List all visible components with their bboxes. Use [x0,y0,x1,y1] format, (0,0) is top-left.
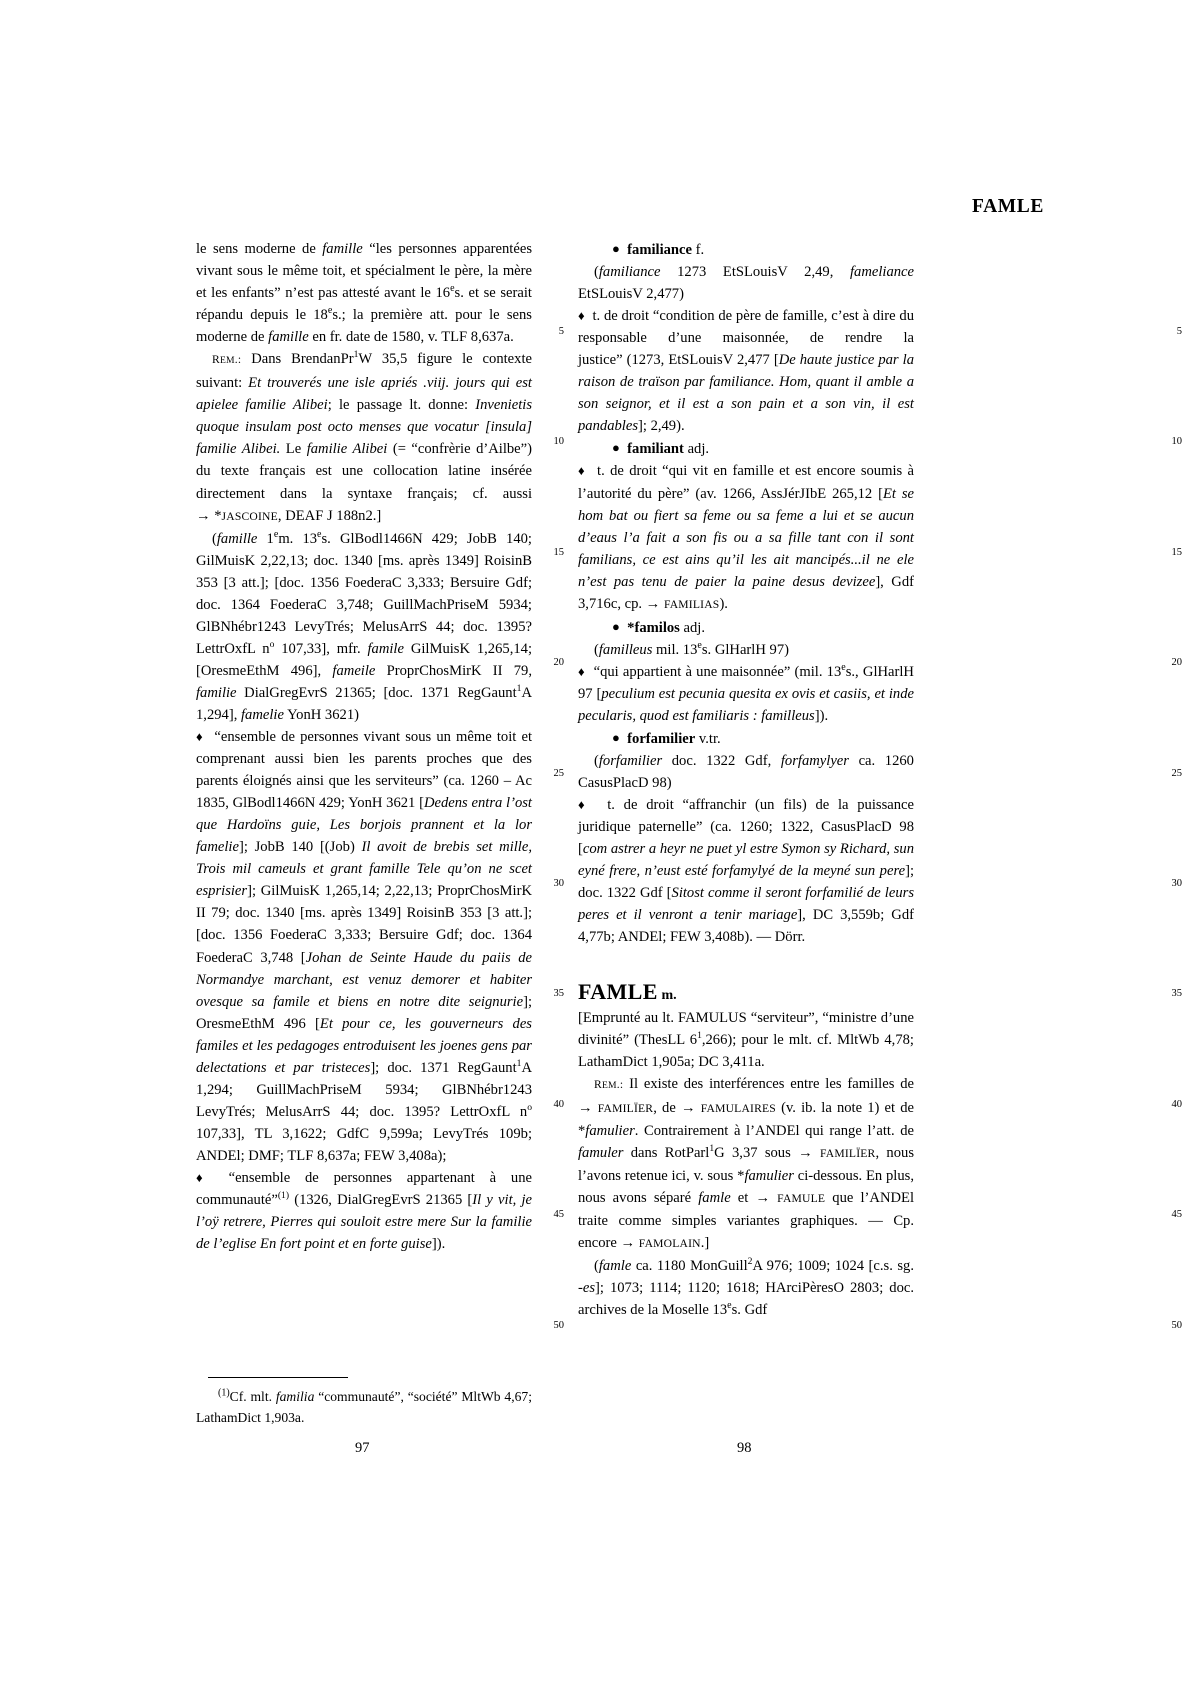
headword-line [578,978,914,1007]
diamond-icon: ♦ [578,663,586,679]
line-number: 40 [553,1099,564,1110]
line-number: 5 [558,326,564,337]
sublemma-label: forfamilier [627,731,696,748]
line-number: 15 [553,547,564,558]
line-number: 40 [1171,1099,1182,1110]
sublemma-familiant [578,437,914,460]
sublemma-familiance [578,238,914,261]
diamond-icon: ♦ [196,1169,214,1185]
attestation-list: (famille 1em. 13es. GlBodl1466N 429; JobB 140; GilMuisK 2,22,13; doc. 1340 [ms. après 1349] RoisinB 353 [3 att.]; [doc. 1356 FoederaC 3,333; Bersuire Gdf; doc. 1364 FoederaC 3,748; GuillMachPriseM 5934; GlBNhébr1243 LevyTrés; MelusArrS 44; doc. 1395? LettrOxfL $n^o$ 107,33], mfr. famile GilMuisK 1,265,14; [OresmeEthM 496], fameile ProprChosMirK II 79, familie DialGregEvrS 21365; [doc. 1371 RegGaunt$^1$A 1,294], famelie YonH 3621) [196,528,533,723]
right-column [578,238,914,1321]
filled-circle-icon: ● [612,730,620,746]
filled-circle-icon: ● [612,618,620,634]
sense-1: ♦ “ensemble de personnes vivant sous un même toit et comprenant aussi bien les parents proches que des parents éloignés ainsi que les serviteurs” (ca. 1260 – Ac 1835, GlBodl1466N 429; YonH 3621 [Dedens entra l’ost que Hardoïns guie, Les borjois prannent et la lor famelie]; JobB 140 [(Job) Il avoit de brebis set mille, Trois mil cameuls et grant famille Tele qu’on ne scet esprisier]; GilMuisK 1,265,14; 2,22,13; ProprChosMirK II 79; doc. 1340 [ms. après 1349] RoisinB 353 [3 att.]; [doc. 1356 FoederaC 3,333; Bersuire Gdf; doc. 1364 FoederaC 3,748 [Johan de Seinte Haude du paiis de Normandye marchant, est venuz demorer et habiter ovesque sa famile et biens en notre dite seignurie]; OresmeEthM 496 [Et pour ce, les gouverneurs des familes et les pedagoges entroduisent les joenes gens par delectations et par tristeces]; doc. 1371 RegGaunt$^1$A 1,294; GuillMachPriseM 5934; GlBNhébr1243 LevyTrés; MelusArrS 44; doc. 1395? LettrOxfL $n^o$ 107,33], TL 3,1622; GdfC 9,599a; LevyTrés 109b; ANDEl; DMF; TLF 8,637a; FEW 3,408a); [196,729,532,1164]
footnote-ref: (1) [277,1190,290,1202]
line-number: 25 [553,768,564,779]
familiance-forms: (familiance 1273 EtSLouisV 2,49, fameliance EtSLouisV 2,477) [578,264,914,303]
diamond-icon: ♦ [196,729,205,745]
familiant-sense: ♦ t. de droit “qui vit en famille et est encore soumis à l’autorité du père” (av. 1266, AssJérJIbE 265,12 [Et se hom bat ou fiert sa feme ou sa feme a lui et se aucun d’eaus l’a fait a son fis ou a sa fille tant con il sont familians, ce est ains qu’il les ait mancipés...il ne ele n’est pas tenu de paier la paine desus devizee], Gdf 3,716c, cp. → FAMILIAS). [578,463,914,612]
line-number: 10 [1171,436,1182,447]
line-number: 25 [1171,768,1182,779]
footnote: $^{(1)}$Cf. mlt. familia “communauté”, “société” MltWb 4,67; LathamDict 1,903a. [196,1387,532,1425]
line-number: 50 [1171,1320,1182,1331]
line-number: 35 [553,988,564,999]
left-column [196,238,532,1255]
sense-2: ♦ “ensemble de personnes appartenant à une communauté”$^{(1)}$ (1326, DialGregEvrS 21365 [Il y vit, je l’oÿ retrere, Pierres qui souloit estre mere Sur la familie de l’eglise En fort point et en forte guise]). [196,1169,532,1253]
line-number: 15 [1171,547,1182,558]
familos-sense: ♦ “qui appartient à une maisonnée” (mil. 13es., GlHarlH 97 [peculium est pecunia quesita ex ovis et casiis, et inde pecularis, quod est familiaris : familleus]). [578,662,914,724]
etymology: [Emprunté au lt. FAMULUS “serviteur”, “ministre d’une divinité” (ThesLL $6^1,266$); pour le mlt. cf. MltWb 4,78; LathamDict 1,905a; DC 3,411a. [578,1009,914,1070]
sublemma-familos [578,616,914,639]
headword-remark: REM.: Il existe des interférences entre les familles de → FAMILÏER, de → FAMULAIRES (v. ib. la note 1) et de *famulier. Contrairement à l’ANDEl qui range l’att. de famuler dans RotParl$^1$G 3,37 sous → FAMILÏER, nous l’avons retenue ici, v. sous *famulier ci-dessous. En plus, nous avons séparé famle et → FAMULE que l’ANDEl traite comme simples variantes graphiques. — Cp. encore → FAMOLAIN.] [578,1075,915,1252]
line-number: 45 [553,1209,564,1220]
line-number: 10 [553,436,564,447]
diamond-icon: ♦ [578,463,587,479]
filled-circle-icon: ● [612,241,620,256]
familos-forms: (familleus mil. 13es. GlHarlH 97) [594,639,789,658]
sublemma-label: familiance [627,242,693,258]
paragraph-continuation: le sens moderne de famille “les personnes apparentées vivant sous le même toit, et spécialment le père, la mère et les enfants” n’est pas attesté avant le 16es. et se serait répandu depuis le 18es.; la première att. pour le sens moderne de famille en fr. date de 1580, v. TLF 8,637a. [196,241,532,346]
diamond-icon: ♦ [578,308,585,324]
footnote-rule [208,1377,348,1378]
headword: FAMLE [578,978,658,1004]
diamond-icon: ♦ [578,797,590,813]
remark-paragraph: REM.: Dans BrendanPr$^1$W 35,5 figure le contexte suivant: Et trouverés une isle apriés .viij. jours qui est apielee familie Alibei; le passage lt. donne: Invenietis quoque insulam post octo menses que vocatur [insula] familie Alibei. Le familie Alibei (= “confrèrie d’Ailbe”) du texte français est une collocation latine insérée directement dans la syntaxe français; cf. aussi → *JASCOINE, DEAF J 188n2.] [196,349,532,524]
line-number: 50 [553,1320,564,1331]
sublemma-pos: adj. [683,619,705,636]
line-number: 35 [1171,988,1182,999]
sublemma-pos: f. [695,242,705,258]
headword-pos: m. [661,987,677,1003]
running-head: FAMLE [972,196,1044,217]
sublemma-label: familiant [627,441,684,458]
familiance-sense: ♦ t. de droit “condition de père de famille, c’est à dire du responsable d’une maisonnée, de rendre la justice” (1273, EtSLouisV 2,477 [De haute justice par la raison de traïson par familiance. Hom, quant il amble a son seignor, et il est a son pain et a son vin, il est pandables]; 2,49). [578,308,914,435]
remark-label: REM.: [212,353,242,367]
line-number: 30 [1171,878,1182,889]
line-number: 20 [1171,657,1182,668]
remark-label: REM.: [594,1077,624,1091]
sublemma-label: *familos [627,619,680,636]
filled-circle-icon: ● [612,440,620,456]
famle-forms: (famle ca. 1180 MonGuill$^2$A 976; 1009; 1024 [c.s. sg. -es]; 1073; 1114; 1120; 1618; HArciPèresO 2803; doc. archives de la Moselle 13es. Gdf [578,1256,914,1319]
forfamilier-sense: ♦ t. de droit “affranchir (un fils) de la puissance juridique paternelle” (ca. 1260; 1322, CasusPlacD 98 [com astrer a heyr ne puet yl estre Symon sy Richard, sun eyné frere, n’eust esté forfamylyé de la meyné sun pere]; doc. 1322 Gdf [Sitost comme il seront forfamilié de leurs peres et il venront a tenir mariage], DC 3,559b; Gdf 4,77b; ANDEl; FEW 3,408b). — Dörr. [578,797,914,946]
sublemma-forfamilier [578,727,914,750]
folio-number-right: 98 [737,1440,752,1456]
line-number: 30 [553,878,564,889]
line-number: 5 [1176,326,1182,337]
footnote-marker: (1) [218,1387,230,1399]
forfamilier-forms: (forfamilier doc. 1322 Gdf, forfamylyer ca. 1260 CasusPlacD 98) [578,753,914,792]
sublemma-pos: v.tr. [698,731,721,748]
sublemma-pos: adj. [687,441,710,458]
line-number: 45 [1171,1209,1182,1220]
line-number: 20 [553,657,564,668]
folio-number-left: 97 [355,1440,370,1456]
